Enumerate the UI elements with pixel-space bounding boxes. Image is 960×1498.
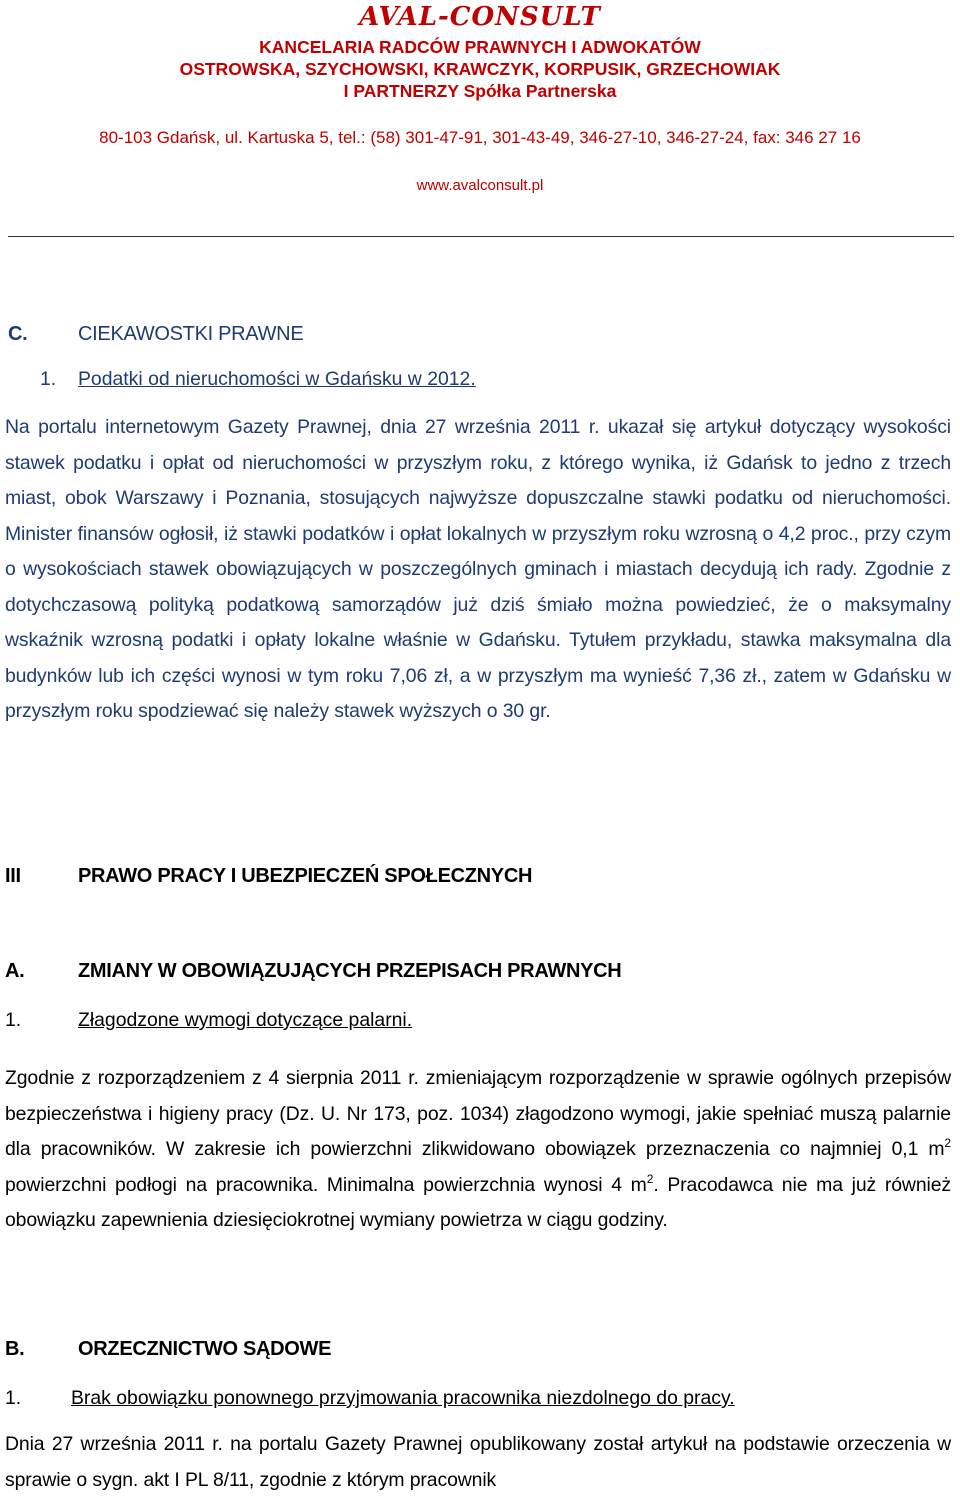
letterhead-website[interactable]: www.avalconsult.pl [416, 177, 544, 194]
section-b-item-title: Brak obowiązku ponownego przyjmowania pracownika niezdolnego do pracy. [71, 1387, 735, 1409]
section-b-title: ORZECZNICTWO SĄDOWE [78, 1338, 332, 1360]
section-a-paragraph [5, 1061, 951, 1239]
section-a-letter: A. [5, 960, 25, 982]
section-b-letter: B. [5, 1338, 25, 1360]
section-a-title: ZMIANY W OBOWIĄZUJĄCYCH PRZEPISACH PRAWNYCH [78, 960, 622, 982]
section-a-paragraph-part-1: Zgodnie z rozporządzeniem z 4 sierpnia 2011 r. zmieniającym rozporządzenie w sprawie ogólnych przepisów bezpieczeństwa i higieny pracy (Dz. U. Nr 173, poz. 1034) złagodzono wymogi, jakie spełniać muszą palarnie dla pracowników. W zakresie ich powierzchni zlikwidowano obowiązek przeznaczenia co najmniej 0,1 m [5, 1067, 951, 1160]
letterhead-line-3: I PARTNERZY Spółka Partnerska [343, 81, 617, 101]
header-divider [8, 236, 954, 237]
square-superscript-2: 2 [646, 1171, 654, 1186]
section-a-item-number: 1. [5, 1009, 22, 1031]
letterhead-line-1: KANCELARIA RADCÓW PRAWNYCH I ADWOKATÓW [259, 37, 701, 57]
section-iii-numeral: III [5, 865, 21, 887]
section-c-title: CIEKAWOSTKI PRAWNE [78, 323, 304, 345]
section-b-item-number: 1. [5, 1387, 22, 1409]
section-c-paragraph: Na portalu internetowym Gazety Prawnej, dnia 27 września 2011 r. ukazał się artykuł dotyczący wysokości stawek podatku i opłat od nieruchomości w przyszłym roku, z którego wynika, iż Gdańsk to jedno z trzech miast, obok Warszawy i Poznania, stosujących najwyższe dopuszczalne stawki podatku od nieruchomości. Minister finansów ogłosił, iż stawki podatków i opłat lokalnych w przyszłym roku wzrosną o 4,2 proc., przy czym o wysokościach stawek obowiązujących w poszczególnych gminach i miastach decydują ich rady. Zgodnie z dotychczasową polityką podatkową samorządów już dziś śmiało można powiedzieć, że o maksymalny wskaźnik wzrosną podatki i opłaty lokalne właśnie w Gdańsku. Tytułem przykładu, stawka maksymalna dla budynków lub ich części wynosi w tym roku 7,06 zł, a w przyszłym ma wynieść 7,36 zł., zatem w Gdańsku w przyszłym roku spodziewać się należy stawek wyższych o 30 gr. [5, 416, 951, 722]
section-c-letter: C. [8, 323, 28, 345]
letterhead-address: 80-103 Gdańsk, ul. Kartuska 5, tel.: (58) 301-47-91, 301-43-49, 346-27-10, 346-27-24, fax: 346 27 16 [99, 128, 861, 147]
section-a-paragraph-part-3: . Pracodawca nie ma już również obowiązku zapewnienia dziesięciokrotnej wymiany powietrza w ciągu godziny. [5, 1173, 951, 1231]
section-a-paragraph-part-2: powierzchni podłogi na pracownika. Minimalna powierzchnia wynosi 4 m [5, 1173, 647, 1196]
section-c-item-number: 1. [40, 368, 57, 390]
square-superscript-1: 2 [944, 1136, 951, 1150]
letterhead-line-2: OSTROWSKA, SZYCHOWSKI, KRAWCZYK, KORPUSIK, GRZECHOWIAK [179, 59, 781, 79]
section-b-paragraph: Dnia 27 września 2011 r. na portalu Gazety Prawnej opublikowany został artykuł na podstawie orzeczenia w sprawie o sygn. akt I PL 8/11, zgodnie z którym pracownik [5, 1433, 951, 1491]
section-a-item-title: Złagodzone wymogi dotyczące palarni. [78, 1009, 413, 1031]
company-logo: AVAL-CONSULT [359, 2, 601, 32]
section-c-item-title: Podatki od nieruchomości w Gdańsku w 2012. [78, 368, 476, 390]
section-iii-title: PRAWO PRACY I UBEZPIECZEŃ SPOŁECZNYCH [78, 865, 533, 887]
